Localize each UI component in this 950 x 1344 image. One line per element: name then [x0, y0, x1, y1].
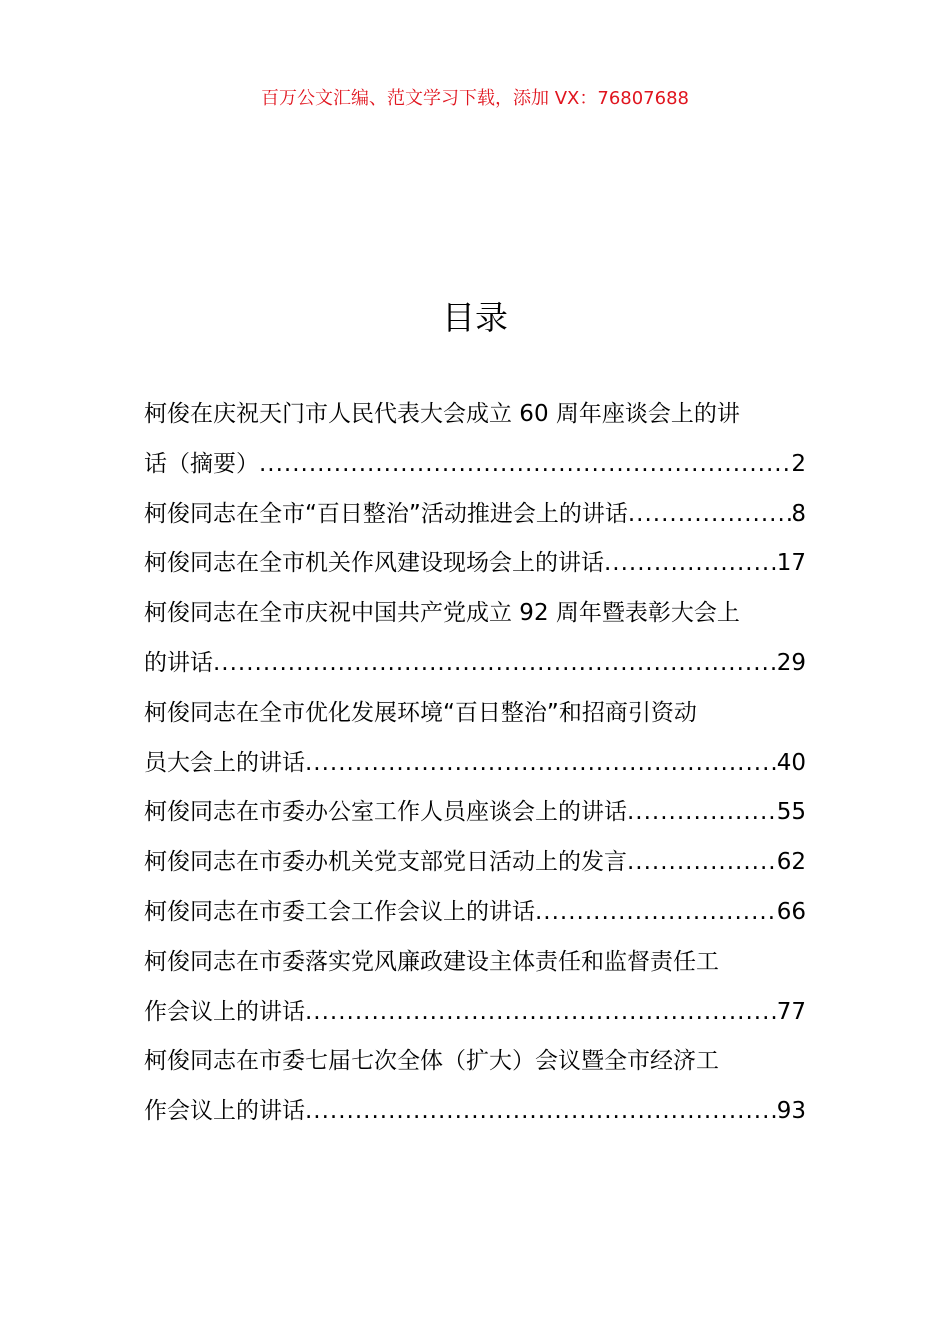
toc-entry[interactable]: [144, 490, 806, 540]
toc-line: [144, 1087, 806, 1137]
toc-line: [144, 390, 806, 440]
toc-page-number: 55: [776, 799, 806, 826]
toc-line: [144, 788, 806, 838]
toc-page-number: 66: [776, 898, 806, 925]
toc-entry[interactable]: [144, 689, 806, 789]
toc-entry-title: 柯俊同志在市委办公室工作人员座谈会上的讲话: [144, 799, 627, 826]
toc-entry-title: 柯俊在庆祝天门市人民代表大会成立 60 周年座谈会上的讲: [144, 401, 740, 427]
toc-entry[interactable]: [144, 589, 806, 689]
toc-entry-title: 话（摘要）: [144, 450, 259, 477]
toc-page-number: 2: [791, 450, 806, 477]
toc-entry-title: 柯俊同志在全市优化发展环境“百日整治”和招商引资动: [144, 699, 697, 726]
toc-entry-title: 的讲话: [144, 649, 213, 676]
table-of-contents: [144, 390, 806, 1137]
toc-line: [144, 739, 806, 789]
toc-line: [144, 888, 806, 938]
toc-line: [144, 1037, 806, 1087]
toc-entry[interactable]: [144, 888, 806, 938]
dot-leader: [628, 490, 792, 540]
toc-page-number: 8: [791, 500, 806, 527]
toc-line: [144, 539, 806, 589]
toc-entry[interactable]: [144, 390, 806, 490]
dot-leader: [305, 1087, 777, 1137]
toc-page-number: 93: [776, 1098, 806, 1125]
toc-page-number: 62: [776, 849, 806, 876]
page-title: 目录: [442, 298, 508, 337]
dot-leader: [604, 539, 777, 589]
dot-leader: [305, 739, 777, 789]
toc-line: [144, 440, 806, 490]
toc-entry[interactable]: [144, 838, 806, 888]
toc-entry[interactable]: [144, 1037, 806, 1137]
toc-entry-title: 员大会上的讲话: [144, 749, 305, 776]
toc-entry-title: 柯俊同志在市委落实党风廉政建设主体责任和监督责任工: [144, 948, 719, 975]
download-banner: 百万公文汇编、范文学习下载，添加 VX：76807688: [261, 88, 689, 109]
toc-entry-title: 柯俊同志在市委办机关党支部党日活动上的发言: [144, 849, 627, 876]
dot-leader: [305, 988, 777, 1038]
toc-entry-title: 作会议上的讲话: [144, 1098, 305, 1125]
toc-entry-title: 柯俊同志在全市机关作风建设现场会上的讲话: [144, 550, 604, 577]
toc-page-number: 17: [776, 550, 806, 577]
toc-line: [144, 490, 806, 540]
toc-entry-title: 柯俊同志在市委七届七次全体（扩大）会议暨全市经济工: [144, 1048, 719, 1075]
toc-entry-title: 柯俊同志在市委工会工作会议上的讲话: [144, 898, 535, 925]
toc-entry-title: 柯俊同志在全市庆祝中国共产党成立 92 周年暨表彰大会上: [144, 600, 740, 627]
toc-entry[interactable]: [144, 938, 806, 1038]
toc-line: [144, 689, 806, 739]
toc-page-number: 40: [776, 749, 806, 776]
toc-line: [144, 938, 806, 988]
toc-line: [144, 988, 806, 1038]
dot-leader: [213, 639, 777, 689]
dot-leader: [259, 440, 791, 490]
toc-entry[interactable]: [144, 788, 806, 838]
toc-line: [144, 589, 806, 639]
toc-entry[interactable]: [144, 539, 806, 589]
dot-leader: [535, 888, 777, 938]
dot-leader: [627, 838, 777, 888]
toc-entry-title: 作会议上的讲话: [144, 998, 305, 1025]
toc-page-number: 77: [776, 998, 806, 1025]
toc-line: [144, 639, 806, 689]
toc-entry-title: 柯俊同志在全市“百日整治”活动推进会上的讲话: [144, 500, 628, 527]
toc-line: [144, 838, 806, 888]
dot-leader: [627, 788, 777, 838]
toc-page-number: 29: [776, 649, 806, 676]
